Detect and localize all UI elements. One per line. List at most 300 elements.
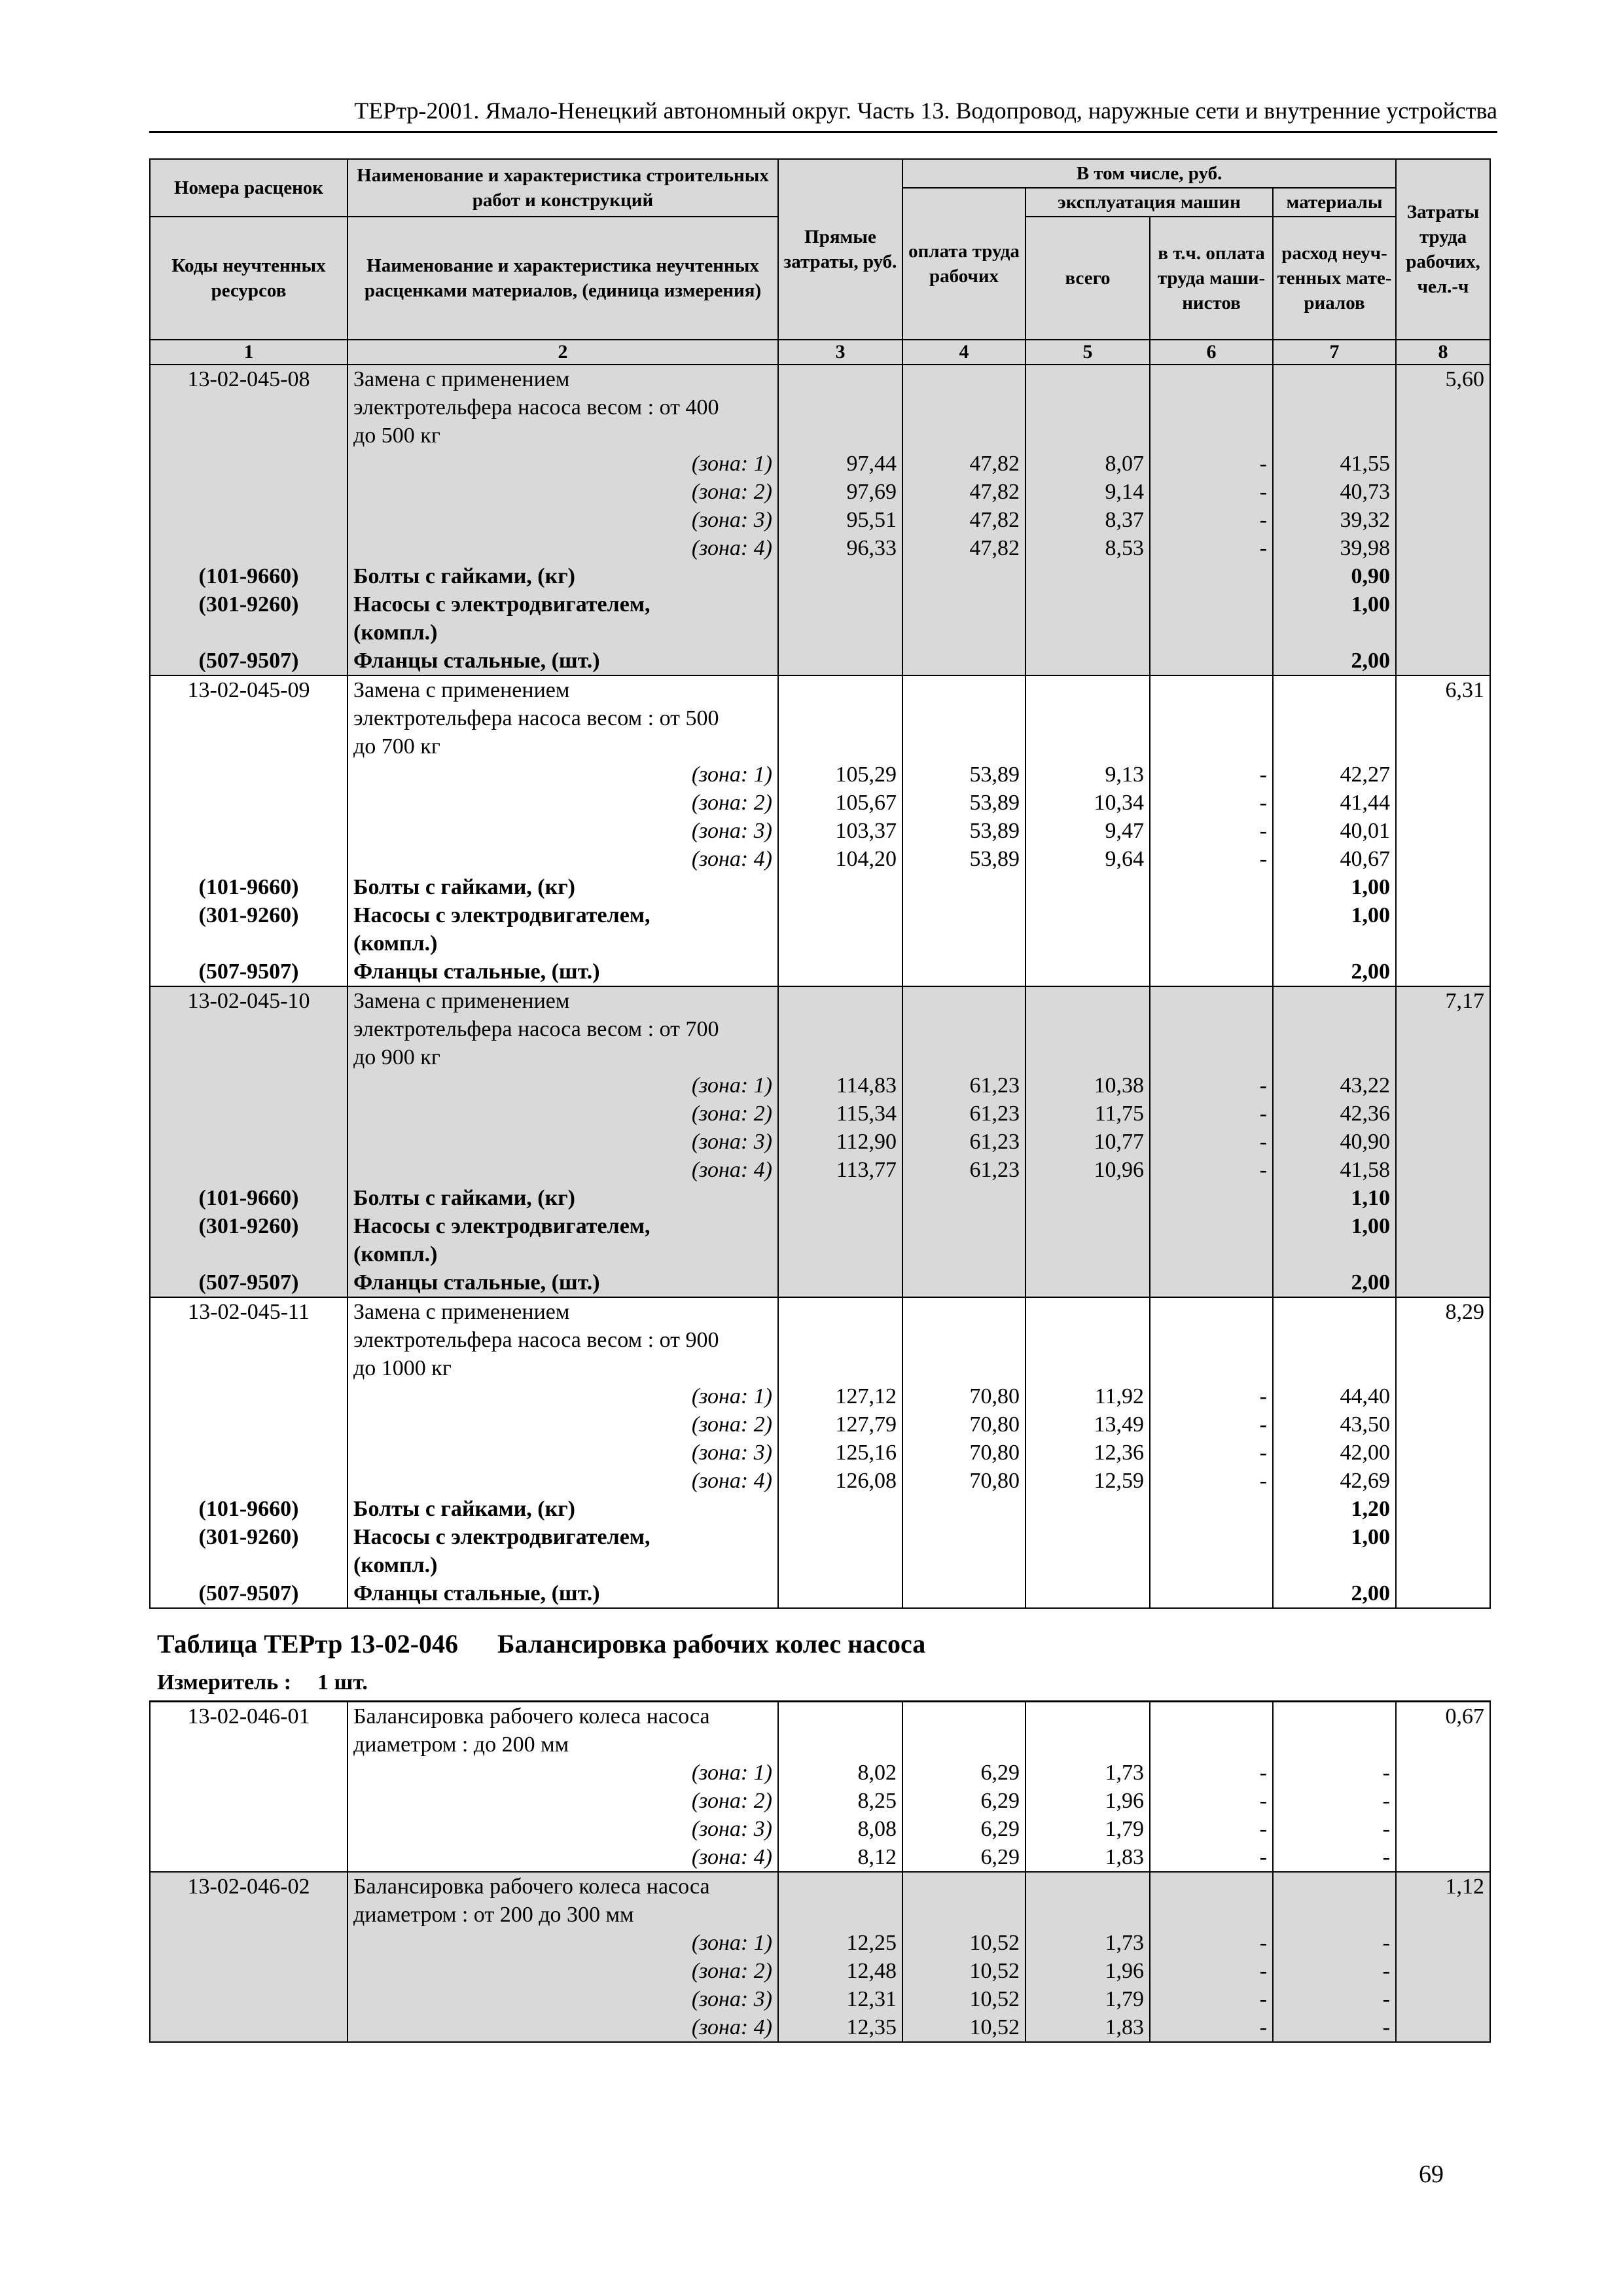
wage-cost: 53,89 [902,817,1026,845]
table-cell [1026,562,1150,590]
table-cell [1150,732,1273,761]
table-row [150,1815,1490,1843]
material-cost: - [1273,1985,1396,2013]
resource-name: Болты с гайками, (кг) [348,562,778,590]
labor-cost [1396,732,1490,761]
table-cell [150,506,348,534]
resource-qty: 2,00 [1273,1579,1396,1608]
material-cost: 40,73 [1273,478,1396,506]
direct-cost: 104,20 [778,845,902,873]
table-cell [778,562,902,590]
rate-name: диаметром : до 200 мм [348,1731,778,1759]
resource-code: (301-9260) [150,590,348,619]
material-cost: - [1273,1843,1396,1872]
header-materials: материалы [1273,188,1396,217]
table-cell [1396,1843,1490,1872]
table-cell [150,929,348,958]
zone-label: (зона: 3) [348,1985,778,2013]
table-row [150,1043,1490,1071]
resource-code: (301-9260) [150,901,348,929]
machine-cost: 8,07 [1026,450,1150,478]
table-cell [778,647,902,675]
table-cell [902,986,1026,1015]
table-row [150,2013,1490,2042]
table-cell [902,619,1026,647]
table-cell [1273,1043,1396,1071]
header-material-names: Наименование и характеристика неучтенных расценками материалов, (единица измерения) [348,217,778,340]
table-cell [1026,590,1150,619]
table-row [150,1410,1490,1439]
table-row [150,1579,1490,1608]
resource-qty: 1,00 [1273,1212,1396,1240]
table-cell [150,1156,348,1184]
rate-code [150,1901,348,1929]
table-cell [902,1901,1026,1929]
table-cell [150,534,348,562]
table-cell [1396,1156,1490,1184]
table-cell [1273,704,1396,732]
rate-code: 13-02-046-02 [150,1872,348,1901]
table-cell [1150,704,1273,732]
rate-code [150,422,348,450]
machinist-wage: - [1150,1985,1273,2013]
direct-cost: 97,69 [778,478,902,506]
rate-name: электротельфера насоса весом : от 900 [348,1326,778,1354]
table-cell [1026,1901,1150,1929]
rate-group [150,986,1490,1297]
table-cell [1026,1354,1150,1382]
material-cost: 42,36 [1273,1100,1396,1128]
labor-cost [1396,393,1490,422]
table-row [150,478,1490,506]
table-cell [1273,986,1396,1015]
resource-name: Фланцы стальные, (шт.) [348,1268,778,1297]
machine-cost: 12,36 [1026,1439,1150,1467]
table-cell [778,1901,902,1929]
table-cell [1396,761,1490,789]
zone-label: (зона: 2) [348,1100,778,1128]
material-cost: - [1273,1787,1396,1815]
table-cell [1396,1100,1490,1128]
table-cell [778,1240,902,1268]
table-cell [1396,1184,1490,1212]
resource-code: (301-9260) [150,1523,348,1551]
col-number: 1 [150,340,348,365]
material-cost: - [1273,1929,1396,1957]
resource-name: (компл.) [348,619,778,647]
table-cell [1026,1326,1150,1354]
machine-cost: 8,37 [1026,506,1150,534]
direct-cost: 12,35 [778,2013,902,2042]
table-cell [902,647,1026,675]
resource-name: Болты с гайками, (кг) [348,1184,778,1212]
table-cell [902,1240,1026,1268]
col-number: 2 [348,340,778,365]
table-cell [150,1128,348,1156]
resource-qty: 1,00 [1273,1523,1396,1551]
resource-qty: 2,00 [1273,958,1396,986]
table-cell [150,1929,348,1957]
table-cell [778,1872,902,1901]
zone-label: (зона: 4) [348,845,778,873]
rate-name: Замена с применением [348,675,778,704]
material-cost: 43,50 [1273,1410,1396,1439]
rate-code: 13-02-045-09 [150,675,348,704]
rate-name: электротельфера насоса весом : от 400 [348,393,778,422]
machinist-wage: - [1150,761,1273,789]
rates-table [149,158,1491,1609]
table-cell [1026,929,1150,958]
rate-name: Замена с применением [348,1297,778,1326]
resource-code: (507-9507) [150,1268,348,1297]
machine-cost: 10,96 [1026,1156,1150,1184]
direct-cost: 95,51 [778,506,902,534]
machinist-wage: - [1150,1156,1273,1184]
table-cell [1396,1410,1490,1439]
rate-name: до 500 кг [348,422,778,450]
table-cell [902,590,1026,619]
resource-code: (507-9507) [150,1579,348,1608]
table-cell [902,1551,1026,1579]
table-row [150,562,1490,590]
machinist-wage: - [1150,1759,1273,1787]
machinist-wage: - [1150,845,1273,873]
table-cell [1026,1212,1150,1240]
table-row [150,1326,1490,1354]
table-cell [902,1184,1026,1212]
machinist-wage: - [1150,450,1273,478]
table-cell [902,1015,1026,1043]
material-cost: 42,69 [1273,1467,1396,1495]
table-cell [1026,1523,1150,1551]
measure-value: 1 шт. [317,1670,368,1695]
table-cell [1150,1901,1273,1929]
resource-name: Насосы с электродвигателем, [348,590,778,619]
table-cell [1026,422,1150,450]
table-row [150,817,1490,845]
table-cell [778,619,902,647]
table-cell [778,1184,902,1212]
table-cell [902,562,1026,590]
resource-name: Фланцы стальные, (шт.) [348,958,778,986]
table-cell [1396,1439,1490,1467]
table-cell [1150,1551,1273,1579]
table-cell [1026,647,1150,675]
machine-cost: 1,79 [1026,1815,1150,1843]
machinist-wage: - [1150,1100,1273,1128]
labor-cost: 7,17 [1396,986,1490,1015]
table2-id: Таблица ТЕРтр 13-02-046 [157,1629,459,1659]
table-cell [1026,873,1150,901]
zone-label: (зона: 1) [348,1382,778,1410]
table-row [150,647,1490,675]
table-cell [1396,1240,1490,1268]
resource-qty: 1,00 [1273,590,1396,619]
table-cell [150,845,348,873]
machine-cost: 11,75 [1026,1100,1150,1128]
table-row [150,1957,1490,1985]
machine-cost: 12,59 [1026,1467,1150,1495]
rate-code: 13-02-046-01 [150,1702,348,1731]
table-row [150,873,1490,901]
table-cell [1026,1495,1150,1523]
zone-label: (зона: 4) [348,534,778,562]
table-cell [778,1015,902,1043]
table-cell [902,873,1026,901]
header-resource-codes: Коды неучтенных ресурсов [150,217,348,340]
zone-label: (зона: 2) [348,1787,778,1815]
table-cell [778,1354,902,1382]
header-labor-costs: Затраты труда рабочих, чел.-ч [1396,159,1490,340]
table-cell [778,1579,902,1608]
header-direct-costs: Прямые затраты, руб. [778,159,902,340]
rate-name: до 700 кг [348,732,778,761]
machine-cost: 1,96 [1026,1957,1150,1985]
zone-label: (зона: 4) [348,2013,778,2042]
wage-cost: 53,89 [902,845,1026,873]
rate-name: до 1000 кг [348,1354,778,1382]
table-cell [902,393,1026,422]
rate-name: Балансировка рабочего колеса насоса [348,1872,778,1901]
machinist-wage: - [1150,506,1273,534]
rate-code [150,1326,348,1354]
table-cell [902,675,1026,704]
table-cell [1273,1354,1396,1382]
table-cell [1396,958,1490,986]
table-cell [1026,1297,1150,1326]
table-row [150,929,1490,958]
machinist-wage: - [1150,534,1273,562]
table-row [150,1843,1490,1872]
machinist-wage: - [1150,2013,1273,2042]
table-row [150,845,1490,873]
zone-label: (зона: 2) [348,789,778,817]
labor-cost: 6,31 [1396,675,1490,704]
material-cost: 44,40 [1273,1382,1396,1410]
labor-cost [1396,1015,1490,1043]
header-wages: оплата труда рабочих [902,188,1026,340]
machine-cost: 1,96 [1026,1787,1150,1815]
resource-code: (101-9660) [150,1495,348,1523]
zone-label: (зона: 4) [348,1467,778,1495]
machine-cost: 9,64 [1026,845,1150,873]
table-cell [1273,732,1396,761]
table-cell [1026,1268,1150,1297]
rates-table-2 [149,1700,1491,2043]
table-cell [1273,675,1396,704]
zone-label: (зона: 3) [348,817,778,845]
wage-cost: 10,52 [902,1985,1026,2013]
table-cell [1026,1872,1150,1901]
resource-code: (101-9660) [150,1184,348,1212]
machine-cost: 10,38 [1026,1071,1150,1100]
table-cell [1396,506,1490,534]
material-cost: 39,32 [1273,506,1396,534]
header-rate-numbers: Номера расценок [150,159,348,217]
table-row [150,1268,1490,1297]
resource-code: (101-9660) [150,562,348,590]
zone-label: (зона: 4) [348,1843,778,1872]
table-row [150,1439,1490,1467]
table-cell [1150,647,1273,675]
table-row [150,1015,1490,1043]
rate-code: 13-02-045-10 [150,986,348,1015]
machinist-wage: - [1150,1439,1273,1467]
table-cell [1273,1326,1396,1354]
table-row [150,1297,1490,1326]
table-cell [1396,845,1490,873]
direct-cost: 125,16 [778,1439,902,1467]
table-cell [902,1212,1026,1240]
table-row [150,1240,1490,1268]
wage-cost: 6,29 [902,1787,1026,1815]
table-row [150,1702,1490,1731]
zone-label: (зона: 3) [348,1439,778,1467]
resource-code: (507-9507) [150,958,348,986]
table-cell [1273,393,1396,422]
rate-name: электротельфера насоса весом : от 500 [348,704,778,732]
table-cell [1150,1015,1273,1043]
table-cell [1396,789,1490,817]
resource-qty: 1,00 [1273,901,1396,929]
direct-cost: 12,25 [778,1929,902,1957]
material-cost: 41,55 [1273,450,1396,478]
table-row [150,1382,1490,1410]
table-cell [1150,619,1273,647]
wage-cost: 6,29 [902,1843,1026,1872]
table-cell [902,1495,1026,1523]
table-cell [902,365,1026,393]
table-row [150,789,1490,817]
table-cell [150,1957,348,1985]
resource-name: (компл.) [348,1551,778,1579]
table-cell [1026,1043,1150,1071]
wage-cost: 10,52 [902,2013,1026,2042]
table-cell [902,1579,1026,1608]
table-cell [150,1100,348,1128]
table-cell [902,1268,1026,1297]
resource-code: (301-9260) [150,1212,348,1240]
table-row [150,1354,1490,1382]
table-cell [778,1551,902,1579]
table-row [150,450,1490,478]
table-cell [1150,1702,1273,1731]
table-row [150,1128,1490,1156]
table-cell [150,1382,348,1410]
labor-cost [1396,1354,1490,1382]
resource-name: Болты с гайками, (кг) [348,1495,778,1523]
table2-title [157,1628,925,1659]
material-cost: 41,44 [1273,789,1396,817]
table-cell [902,958,1026,986]
zone-label: (зона: 2) [348,478,778,506]
resource-qty: 1,20 [1273,1495,1396,1523]
wage-cost: 61,23 [902,1100,1026,1128]
resource-qty: 1,10 [1273,1184,1396,1212]
rate-group [150,1702,1490,1873]
table-cell [1396,1929,1490,1957]
labor-cost [1396,1901,1490,1929]
resource-qty: 2,00 [1273,1268,1396,1297]
table-cell [778,1326,902,1354]
rate-name: Балансировка рабочего колеса насоса [348,1702,778,1731]
table-cell [778,986,902,1015]
rate-name: Замена с применением [348,365,778,393]
table-cell [150,761,348,789]
table-row [150,1787,1490,1815]
table-cell [1026,365,1150,393]
resource-name: Фланцы стальные, (шт.) [348,1579,778,1608]
table-cell [150,1467,348,1495]
machinist-wage: - [1150,817,1273,845]
table-cell [1026,1184,1150,1212]
resource-name: (компл.) [348,1240,778,1268]
table-cell [1396,562,1490,590]
table-cell [150,450,348,478]
machinist-wage: - [1150,1467,1273,1495]
zone-label: (зона: 4) [348,1156,778,1184]
wage-cost: 70,80 [902,1439,1026,1467]
table-cell [1273,1702,1396,1731]
table-cell [1396,1551,1490,1579]
machinist-wage: - [1150,1071,1273,1100]
table-cell [1273,1731,1396,1759]
machinist-wage: - [1150,789,1273,817]
wage-cost: 47,82 [902,478,1026,506]
machinist-wage: - [1150,1128,1273,1156]
header-machinist-wages: в т.ч. оплата труда маши-нистов [1150,217,1273,340]
table-cell [1273,365,1396,393]
table-cell [902,1326,1026,1354]
rate-code [150,393,348,422]
rate-group [150,675,1490,986]
header-machines-total: всего [1026,217,1150,340]
table-cell [1396,534,1490,562]
table-row [150,1523,1490,1551]
resource-name: Насосы с электродвигателем, [348,1212,778,1240]
material-cost: 42,00 [1273,1439,1396,1467]
rate-code [150,1354,348,1382]
labor-cost [1396,1326,1490,1354]
col-number: 5 [1026,340,1150,365]
table-cell [778,1043,902,1071]
table-cell [150,2013,348,2042]
table-cell [778,1523,902,1551]
rate-name: диаметром : от 200 до 300 мм [348,1901,778,1929]
table-cell [902,704,1026,732]
rate-group [150,1872,1490,2042]
table-cell [150,1410,348,1439]
table-cell [1150,929,1273,958]
table-cell [778,1212,902,1240]
machinist-wage: - [1150,1815,1273,1843]
table-cell [1150,1297,1273,1326]
table-cell [902,1043,1026,1071]
table-row [150,1212,1490,1240]
table-cell [1150,1495,1273,1523]
table-cell [150,1787,348,1815]
table-cell [1396,1787,1490,1815]
zone-label: (зона: 1) [348,450,778,478]
direct-cost: 105,67 [778,789,902,817]
table-cell [1273,422,1396,450]
table-cell [1150,1579,1273,1608]
table-cell [778,393,902,422]
resource-name: Насосы с электродвигателем, [348,901,778,929]
direct-cost: 112,90 [778,1128,902,1156]
labor-cost: 0,67 [1396,1702,1490,1731]
direct-cost: 12,48 [778,1957,902,1985]
